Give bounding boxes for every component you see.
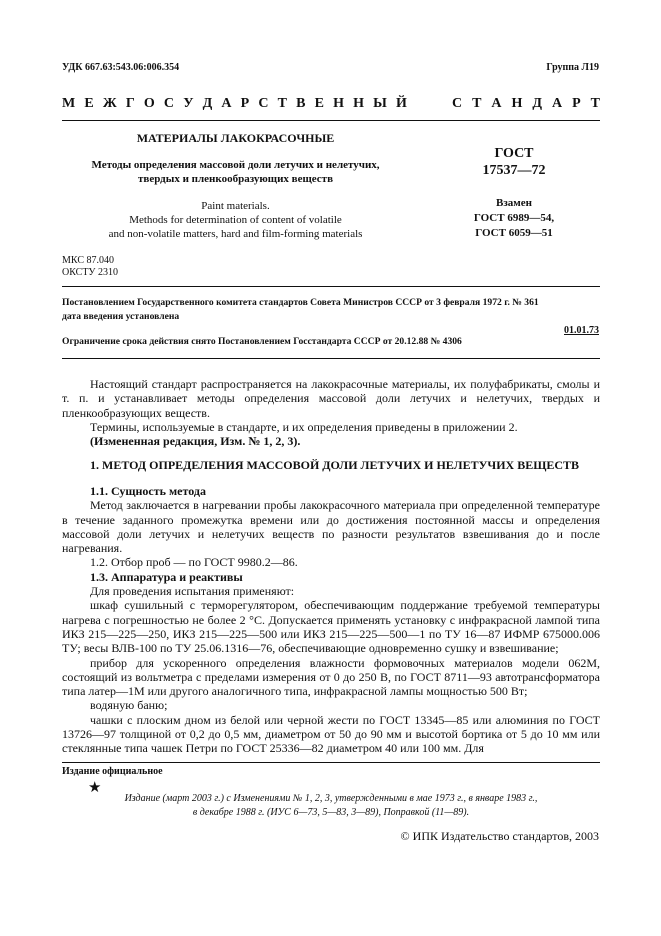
doc-title-english: Paint materials. Methods for determination of content of volatile and non-volatile matters, hard and film-forming materials — [108, 200, 363, 240]
copyright: © ИПК Издательство стандартов, 2003 — [400, 829, 599, 843]
section-heading: 1. МЕТОД ОПРЕДЕЛЕНИЯ МАССОВОЙ ДОЛИ ЛЕТУЧИХ И НЕЛЕТУЧИХ ВЕЩЕСТВ — [90, 458, 580, 472]
classification-codes: МКС 87.040 ОКСТУ 2310 — [62, 255, 119, 278]
subsection-1-3-heading: 1.3. Аппаратура и реактивы — [90, 569, 243, 584]
udk-code: УДК 667.63:543.06:006.354 — [62, 62, 180, 73]
apparatus-water-bath: водяную баню; — [90, 698, 168, 713]
intro-section — [62, 377, 600, 448]
gost-number: ГОСТ 17537—72 — [482, 146, 546, 178]
footer-rule — [62, 762, 600, 763]
star-icon: ★ — [88, 780, 102, 796]
terms-paragraph: Термины, используемые в стандарте, и их определения приведены в приложении 2. — [90, 419, 518, 434]
banner-word-standard: С Т А Н Д А Р Т — [452, 96, 600, 111]
section-1-body — [62, 484, 600, 756]
doc-subtitle: Методы определения массовой доли летучих и нелетучих, твердых и пленкообразующих веществ — [91, 159, 380, 185]
banner-word-interstate: М Е Ж Г О С У Д А Р С Т В Е Н Н Ы Й — [62, 96, 407, 111]
limit-removed-note: Ограничение срока действия снято Постановлением Госстандарта СССР от 20.12.88 № 4306 — [62, 336, 462, 347]
apparatus-dishes: чашки с плоским дном из белой или черной жести по ГОСТ 13345—85 или алюминия по ГОСТ 13726—97 толщиной от 0,2 до 0,5 мм, диаметром от 50 до 90 мм и высотой бортика от 5 до 10 мм или стеклянные типа чашек Петри по ГОСТ 25336—82 диаметром 40 или 100 мм. Для — [62, 712, 600, 756]
decree-text: Постановлением Государственного комитета стандартов Совета Министров СССР от 3 февраля 1972 г. № 361 дата введения установлена — [62, 297, 539, 322]
decree-rule — [62, 358, 600, 359]
apparatus-oven: шкаф сушильный с терморегулятором, обеспечивающим поддержание требуемой температуры нагрева с погрешностью не более 2 °С. Допускается применять установку с инфракрасной лампой типа ИКЗ 215—225—250, ИКЗ 215—225—500 или ИКЗ 215—225—500—1 по ТУ 16—87 ИФМР 675000.006 ТУ; весы ВЛВ-100 по ТУ 25.06.1316—76, обеспечивающие одновременно сушку и взвешивание; — [62, 598, 600, 656]
doc-title: МАТЕРИАЛЫ ЛАКОКРАСОЧНЫЕ — [136, 131, 335, 145]
banner-rule — [62, 120, 600, 121]
subsection-1-3-intro: Для проведения испытания применяют: — [90, 584, 295, 599]
codes-rule — [62, 286, 600, 287]
subsection-1-1-text: Метод заключается в нагревании пробы лакокрасочного материала при определенной температуре в течение заданного промежутка времени или до достижения постоянной массы и определения массовой доли летучих и нелетучих веществ по разности результатов взвешивания до и после нагревания. — [62, 498, 600, 556]
subsection-1-2-text: 1.2. Отбор проб — по ГОСТ 9980.2—86. — [90, 555, 298, 570]
amendment-note: (Измененная редакция, Изм. № 1, 2, 3). — [90, 434, 301, 449]
edition-history: Издание (март 2003 г.) с Изменениями № 1, 2, 3, утвержденными в мае 1973 г., в январе 1983 г., в декабре 1988 г. (ИУС 6—73, 5—83, 3—89), Поправкой (11—89). — [124, 793, 538, 818]
official-edition-label: Издание официальное — [62, 766, 163, 777]
group-code: Группа Л19 — [546, 62, 599, 73]
subsection-1-1-heading: 1.1. Сущность метода — [90, 484, 206, 498]
intro-paragraph: Настоящий стандарт распространяется на лакокрасочные материалы, их полуфабрикаты, смолы и т. п. и устанавливает методы определения массовой доли летучих и нелетучих, твердых и пленкообразующих веществ. — [62, 377, 600, 420]
gost-replaces: Взамен ГОСТ 6989—54, ГОСТ 6059—51 — [473, 197, 555, 239]
apparatus-moisture-device: прибор для ускоренного определения влажности формовочных материалов модели 062М, состоящий из вольтметра с пределами измерения от 0 до 250 В, по ГОСТ 8711—93 автотрансформатора типа латер—1М или другого аналогичного типа, инфракрасной лампы мощностью 500 Вт; — [62, 655, 600, 699]
introduction-date: 01.01.73 — [564, 325, 599, 336]
